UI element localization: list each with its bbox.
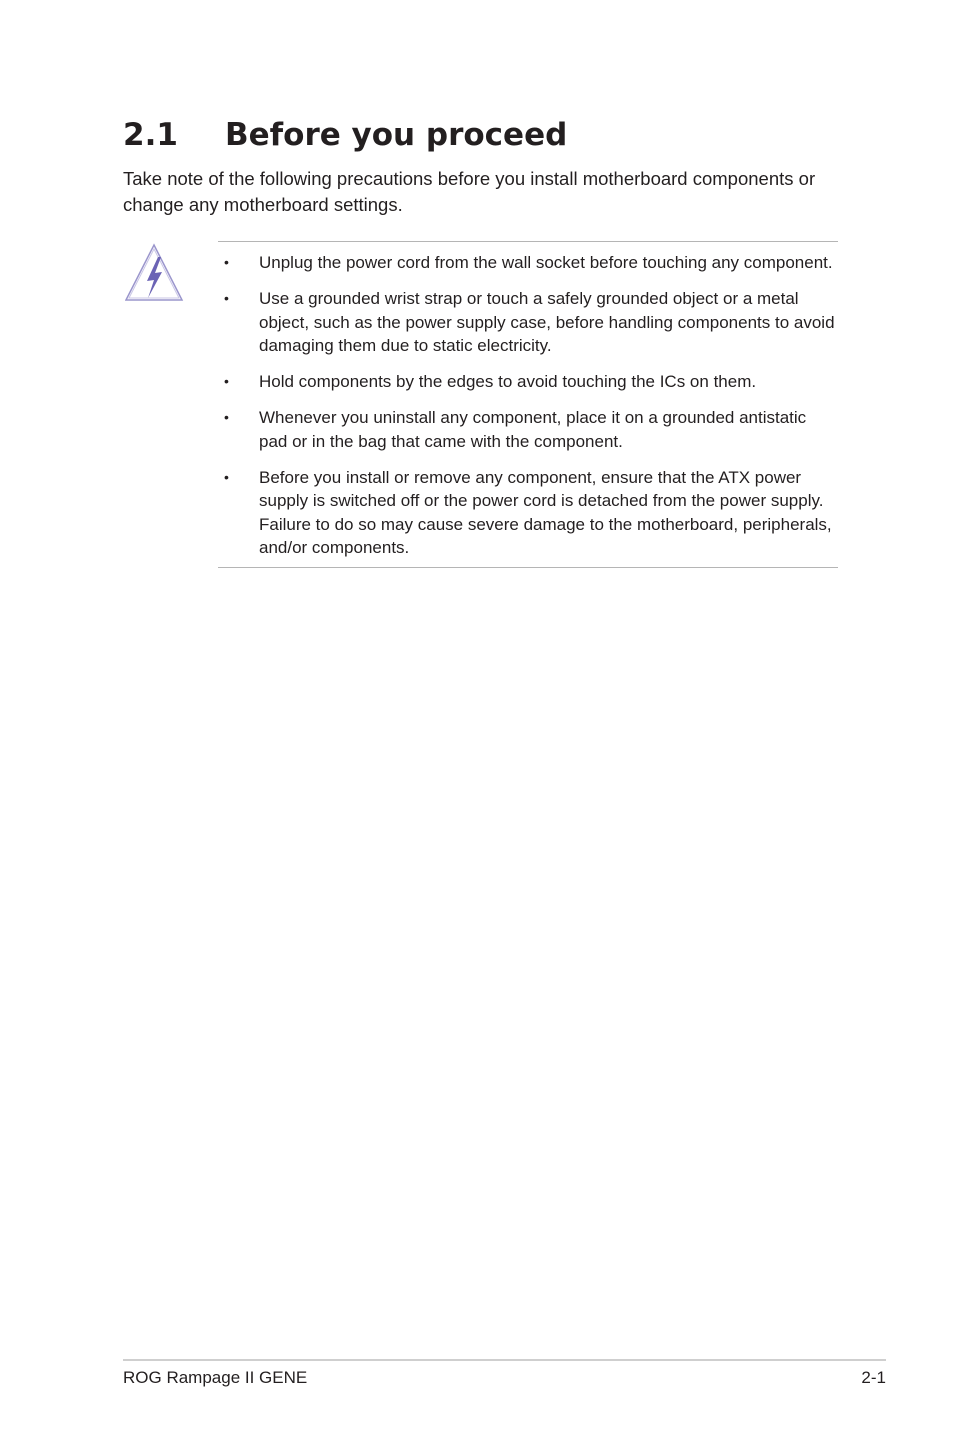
list-item-text: Unplug the power cord from the wall socket before touching any component. [259,253,833,272]
bullet: • [224,469,229,486]
list-item-text: Before you install or remove any component, ensure that the ATX power supply is switched off or the power cord is detached from the power supply. Failure to do so may cause severe damage to the motherboard, peripherals, and/or components. [259,468,832,557]
section-title: Before you proceed [225,117,568,153]
list-item-text: Whenever you uninstall any component, place it on a grounded antistatic pad or in the bag that came with the component. [259,408,807,451]
list-item-text: Hold components by the edges to avoid touching the ICs on them. [259,372,757,392]
footer-page-number: 2-1 [861,1368,886,1387]
footer-divider [123,1359,886,1361]
footer-product-name: ROG Rampage II GENE [123,1368,308,1387]
list-item [218,406,838,453]
bullet: • [224,254,229,270]
intro-paragraph: Take note of the following precautions before you install motherboard components or change any motherboard settings. [123,168,816,215]
bullet: • [224,409,229,426]
precautions-notice [218,241,838,568]
section-heading [123,113,567,157]
list-item [218,466,838,559]
warning-lightning-icon [125,243,185,303]
precautions-list [218,251,838,559]
bullet: • [224,373,229,390]
list-item [218,251,838,274]
list-item [218,370,838,393]
bullet: • [224,290,229,307]
list-item-text: Use a grounded wrist strap or touch a safely grounded object or a metal object, such as the power supply case, before handling components to avoid damaging them due to static electricity. [259,289,835,355]
section-number: 2.1 [123,117,178,153]
list-item [218,287,838,357]
